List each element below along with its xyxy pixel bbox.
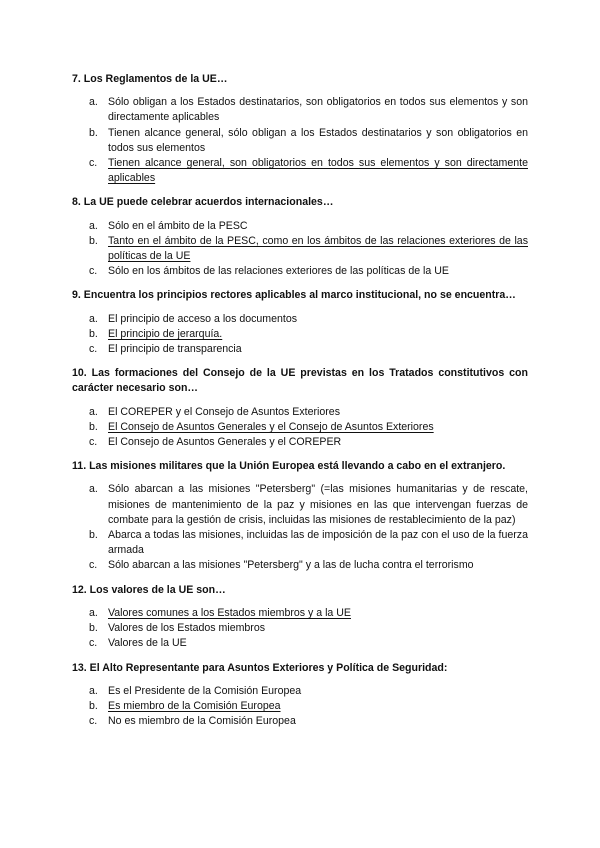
option-text: El principio de jerarquía. xyxy=(108,327,223,340)
option-letter: b. xyxy=(89,420,98,433)
option xyxy=(72,435,528,450)
question-10 xyxy=(72,366,528,450)
option-letter: c. xyxy=(89,715,98,728)
option-letter: b. xyxy=(89,699,98,712)
question-title: 13. El Alto Representante para Asuntos Exteriores y Política de Seguridad: xyxy=(72,661,448,674)
option-text: Valores de la UE xyxy=(108,637,187,650)
option-letter: c. xyxy=(89,157,98,170)
answer-option xyxy=(72,327,528,342)
option-letter: a. xyxy=(89,405,98,418)
question-13 xyxy=(72,661,528,730)
option-text: El Consejo de Asuntos Generales y el Consejo de Asuntos Exteriores xyxy=(108,420,434,433)
option-letter: b. xyxy=(89,529,98,542)
option xyxy=(72,95,528,125)
option-text: Valores de los Estados miembros xyxy=(108,622,266,635)
option xyxy=(72,264,528,279)
option-list xyxy=(72,312,528,358)
option xyxy=(72,342,528,357)
option-text: Es el Presidente de la Comisión Europea xyxy=(108,684,302,697)
answer-option xyxy=(72,234,528,264)
option-list xyxy=(72,405,528,451)
option-text: El principio de transparencia xyxy=(108,343,242,356)
option-text: El principio de acceso a los documentos xyxy=(108,312,298,325)
option-letter: a. xyxy=(89,684,98,697)
option-letter: a. xyxy=(89,483,98,496)
question-8 xyxy=(72,195,528,279)
option-letter: a. xyxy=(89,606,98,619)
option-letter: a. xyxy=(89,96,98,109)
question-12 xyxy=(72,583,528,652)
answer-option xyxy=(72,699,528,714)
option xyxy=(72,684,528,699)
option-text: No es miembro de la Comisión Europea xyxy=(108,715,296,728)
option-text: El COREPER y el Consejo de Asuntos Exteriores xyxy=(108,405,340,418)
option xyxy=(72,312,528,327)
question-title: 12. Los valores de la UE son… xyxy=(72,583,226,596)
option-letter: b. xyxy=(89,327,98,340)
option-letter: c. xyxy=(89,265,98,278)
question-title: 8. La UE puede celebrar acuerdos internacionales… xyxy=(72,196,334,209)
question-7 xyxy=(72,72,528,186)
option-letter: c. xyxy=(89,343,98,356)
option-text: Sólo en los ámbitos de las relaciones exteriores de las políticas de la UE xyxy=(108,265,449,278)
option-list xyxy=(72,219,528,280)
option-letter: b. xyxy=(89,126,98,139)
option-letter: c. xyxy=(89,559,98,572)
answer-option xyxy=(72,156,528,186)
question-11 xyxy=(72,459,528,573)
option-letter: b. xyxy=(89,622,98,635)
option-letter: a. xyxy=(89,312,98,325)
question-title: 7. Los Reglamentos de la UE… xyxy=(72,73,228,85)
question-title: 10. Las formaciones del Consejo de la UE previstas en los Tratados constitutivos con carácter necesario son… xyxy=(72,367,528,395)
answer-option xyxy=(72,420,528,435)
option-list xyxy=(72,95,528,186)
option-text: Sólo abarcan a las misiones "Petersberg" y a las de lucha contra el terrorismo xyxy=(108,559,474,572)
question-title: 11. Las misiones militares que la Unión Europea está llevando a cabo en el extranjero. xyxy=(72,460,506,473)
option-list xyxy=(72,606,528,652)
option-text: Sólo obligan a los Estados destinatarios, son obligatorios en todos sus elementos y son directamente aplicables xyxy=(108,96,528,124)
option-text: El Consejo de Asuntos Generales y el COREPER xyxy=(108,436,342,449)
option-letter: c. xyxy=(89,637,98,650)
option xyxy=(72,558,528,573)
option xyxy=(72,714,528,729)
option-letter: b. xyxy=(89,234,98,247)
question-title: 9. Encuentra los principios rectores aplicables al marco institucional, no se encuentra… xyxy=(72,289,516,302)
option xyxy=(72,636,528,651)
option-text: Sólo abarcan a las misiones "Petersberg" (=las misiones humanitarias y de rescate, misiones de mantenimiento de la paz y misiones en las que intervengan fuerzas de combate para la gestión de crisis, incluidas las misiones de restablecimiento de la paz) xyxy=(108,483,528,526)
option-letter: a. xyxy=(89,219,98,232)
option-letter: c. xyxy=(89,436,98,449)
option xyxy=(72,528,528,558)
option-text: Es miembro de la Comisión Europea xyxy=(108,699,281,712)
option xyxy=(72,621,528,636)
question-9 xyxy=(72,288,528,357)
option-list xyxy=(72,684,528,730)
option-text: Tienen alcance general, sólo obligan a los Estados destinatarios y son obligatorios en todos sus elementos xyxy=(108,126,528,154)
option xyxy=(72,405,528,420)
option-text: Tanto en el ámbito de la PESC, como en los ámbitos de las relaciones exteriores de las políticas de la UE xyxy=(108,234,528,263)
option-list xyxy=(72,482,528,573)
option-text: Tienen alcance general, son obligatorios en todos sus elementos y son directamente aplicables xyxy=(108,157,528,185)
option xyxy=(72,219,528,234)
option-text: Valores comunes a los Estados miembros y a la UE xyxy=(108,606,351,619)
option-text: Sólo en el ámbito de la PESC xyxy=(108,219,248,232)
option xyxy=(72,482,528,528)
option xyxy=(72,126,528,156)
answer-option xyxy=(72,606,528,621)
option-text: Abarca a todas las misiones, incluidas las de imposición de la paz con el uso de la fuerza armada xyxy=(108,529,528,557)
